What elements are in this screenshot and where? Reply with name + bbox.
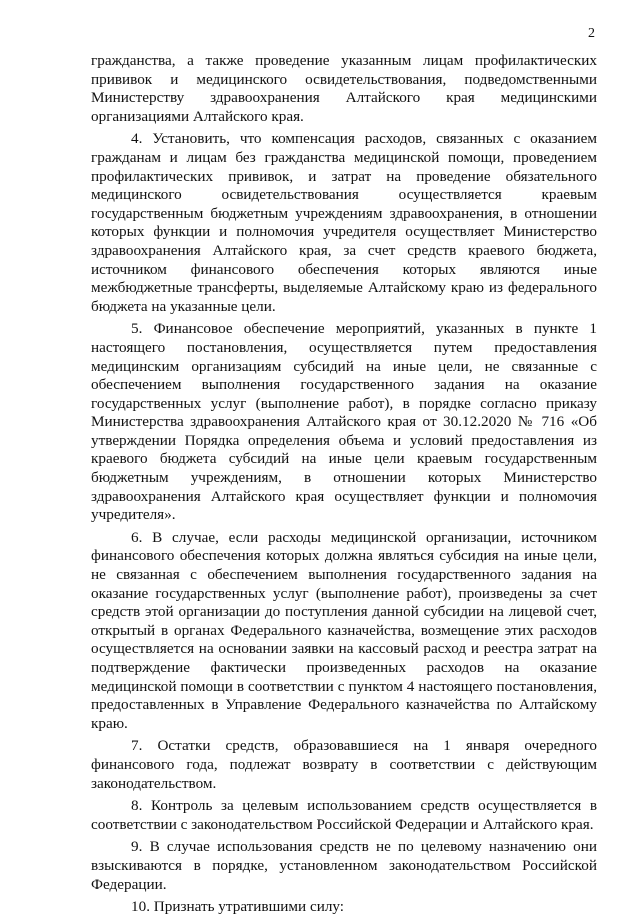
paragraph-item-5: 5. Финансовое обеспечение мероприятий, указанных в пункте 1 настоящего постановления, осуществляется путем предоставления медицинским организациям субсидий на иные цели, не связанные с обеспечением выполнения государственного задания на оказание государственных услуг (выполнение работ), в порядке согласно приказу Министерства здравоохранения Алтайского края от 30.12.2020 № 716 «Об утверждении Порядка определения объема и условий предоставления из краевого бюджета субсидий на иные цели краевым государственным бюджетным учреждениям, в отношении которых Министерство здравоохранения Алтайского края осуществляет функции и полномочия учредителя». — [91, 320, 597, 524]
paragraph-item-4: 4. Установить, что компенсация расходов, связанных с оказанием гражданам и лицам без гражданства медицинской помощи, проведением профилактических прививок, и затрат на проведение обязательного медицинского освидетельствования осуществляется краевым государственным бюджетным учреждениям здравоохранения, в отношении которых функции и полномочия учредителя осуществляет Министерство здравоохранения Алтайского края, за счет средств краевого бюджета, источником финансового обеспечения которых являются иные межбюджетные трансферты, выделяемые Алтайскому краю из федерального бюджета на указанные цели. — [91, 130, 597, 315]
paragraph-continuation: гражданства, а также проведение указанным лицам профилактических прививок и медицинского освидетельствования, подведомственными Министерству здравоохранения Алтайского края медицинскими организациями Алтайского края. — [91, 52, 597, 125]
document-body — [91, 52, 597, 917]
paragraph-item-8: 8. Контроль за целевым использованием средств осуществляется в соответствии с законодательством Российской Федерации и Алтайского края. — [91, 797, 597, 833]
page-number: 2 — [588, 26, 595, 41]
paragraph-item-7: 7. Остатки средств, образовавшиеся на 1 января очередного финансового года, подлежат возврату в соответствии с действующим законодательством. — [91, 737, 597, 792]
paragraph-item-6: 6. В случае, если расходы медицинской организации, источником финансового обеспечения которых должна являться субсидия на иные цели, не связанная с обеспечением выполнения государственного задания на оказание государственных услуг (выполнение работ), произведены за счет средств этой организации до поступления данной субсидии на лицевой счет, открытый в органах Федерального казначейства, возмещение этих расходов осуществляется на основании заявки на кассовый расход и реестра затрат на подтверждение фактически произведенных расходов на оказание медицинской помощи в соответствии с пунктом 4 настоящего постановления, предоставленных в Управление Федерального казначейства по Алтайскому краю. — [91, 528, 597, 732]
paragraph-item-9: 9. В случае использования средств не по целевому назначению они взыскиваются в порядке, установленном законодательством Российской Федерации. — [91, 838, 597, 893]
paragraph-item-10: 10. Признать утратившими силу: — [131, 898, 345, 916]
